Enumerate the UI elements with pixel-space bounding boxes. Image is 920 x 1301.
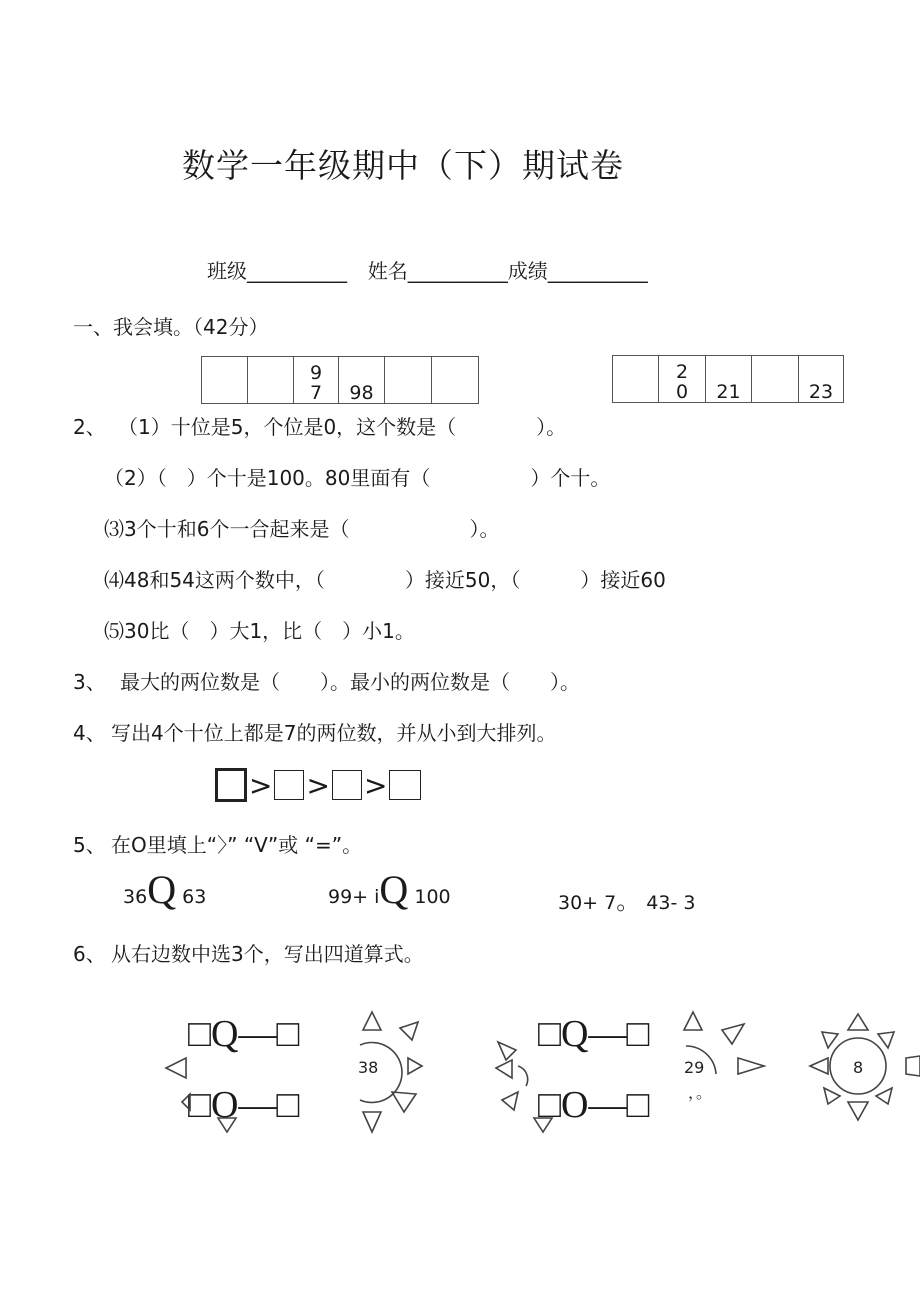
- answer-box[interactable]: [389, 770, 421, 800]
- answer-box[interactable]: [274, 770, 304, 800]
- sequence-cell[interactable]: [385, 357, 432, 404]
- greater-than-sign: >: [249, 768, 273, 802]
- name-blank[interactable]: __________: [407, 259, 508, 283]
- q5-text: 在O里填上“〉” “V”或 “=”。: [111, 833, 363, 857]
- score-label: 成绩: [507, 259, 548, 283]
- answer-box[interactable]: [215, 768, 247, 802]
- sun-decorations: [160, 1000, 920, 1140]
- compare-right: 43- 3: [646, 892, 696, 914]
- sequence-cell[interactable]: [613, 356, 659, 403]
- sequence-cell: 21: [706, 356, 752, 403]
- sequence-cell: 23: [799, 356, 844, 403]
- compare-item: [558, 881, 695, 916]
- sun-ray-icon: [166, 1058, 186, 1078]
- sun-icon: [810, 1014, 920, 1120]
- sequence-cell[interactable]: [202, 357, 248, 404]
- equation-template[interactable]: □O—□: [538, 1084, 650, 1126]
- q2-number: 2、: [73, 415, 106, 439]
- equation-template[interactable]: □Q—□: [538, 1013, 650, 1055]
- compare-circle[interactable]: 。: [616, 887, 641, 915]
- q3-number: 3、: [73, 670, 106, 694]
- number-sequence-right: [612, 355, 844, 403]
- compare-left: 30+ 7: [558, 892, 617, 914]
- q4-number: 4、: [73, 721, 106, 745]
- answer-box[interactable]: [332, 770, 362, 800]
- sun-number: 29: [684, 1058, 705, 1077]
- sequence-cell[interactable]: [248, 357, 294, 404]
- q4-text: 写出4个十位上都是7的两位数，并从小到大排列。: [111, 721, 557, 745]
- q6-number: 6、: [73, 942, 106, 966]
- compare-right: 63: [182, 886, 207, 908]
- class-label: 班级: [207, 259, 247, 283]
- sun-number: 38: [358, 1058, 379, 1077]
- sun-ray-icon: [498, 1042, 516, 1060]
- sequence-cell: 2 0: [659, 356, 706, 403]
- sequence-cell: 98: [339, 357, 385, 404]
- class-blank[interactable]: __________: [247, 259, 347, 283]
- q2-part4: ⑷48和54这两个数中，（ ）接近50，（ ）接近60: [104, 568, 666, 592]
- q2-part1: （1）十位是5，个位是0，这个数是（ ）。: [118, 415, 567, 439]
- equation-template[interactable]: □O—□: [188, 1084, 300, 1126]
- greater-than-sign: >: [306, 768, 330, 802]
- score-blank[interactable]: __________: [547, 259, 648, 283]
- compare-left: 99+ i: [328, 886, 380, 908]
- sun-number: 8: [853, 1058, 864, 1077]
- sun-punctuation: ，。: [688, 1083, 713, 1102]
- sun-ray-icon: [534, 1118, 552, 1132]
- name-label: 姓名: [367, 259, 408, 283]
- q2-part5: ⑸30比（ ）大1，比（ ）小1。: [104, 619, 415, 643]
- sun-ray-icon: [218, 1118, 236, 1132]
- sequence-cell[interactable]: [752, 356, 799, 403]
- compare-right: 100: [414, 886, 451, 908]
- sun-ray-icon: [496, 1060, 512, 1078]
- compare-circle[interactable]: Q: [147, 867, 177, 912]
- compare-item: [328, 866, 451, 913]
- compare-circle[interactable]: Q: [379, 867, 409, 912]
- q3-text: 最大的两位数是（ ）。最小的两位数是（ ）。: [120, 670, 580, 694]
- compare-item: [123, 866, 206, 913]
- q5-number: 5、: [73, 833, 106, 857]
- q4-answer-row: [215, 768, 421, 802]
- compare-left: 36: [123, 886, 148, 908]
- page-title: 数学一年级期中（下）期试卷: [182, 146, 624, 185]
- q2-part2: （2）（ ）个十是100。80里面有（ ）个十。: [104, 466, 611, 490]
- q6-text: 从右边数中选3个，写出四道算式。: [111, 942, 424, 966]
- student-info-line: [207, 255, 648, 284]
- sequence-cell: 9 7: [294, 357, 339, 404]
- number-sequence-left: [201, 356, 479, 404]
- sequence-cell[interactable]: [432, 357, 479, 404]
- section1-heading: 一、我会填。（42分）: [73, 315, 269, 339]
- sun-ray-icon: [502, 1092, 518, 1110]
- equation-template[interactable]: □Q—□: [188, 1013, 300, 1055]
- sun-ray-icon: [182, 1094, 190, 1110]
- greater-than-sign: >: [363, 768, 388, 802]
- q2-part3: ⑶3个十和6个一合起来是（ ）。: [104, 517, 500, 541]
